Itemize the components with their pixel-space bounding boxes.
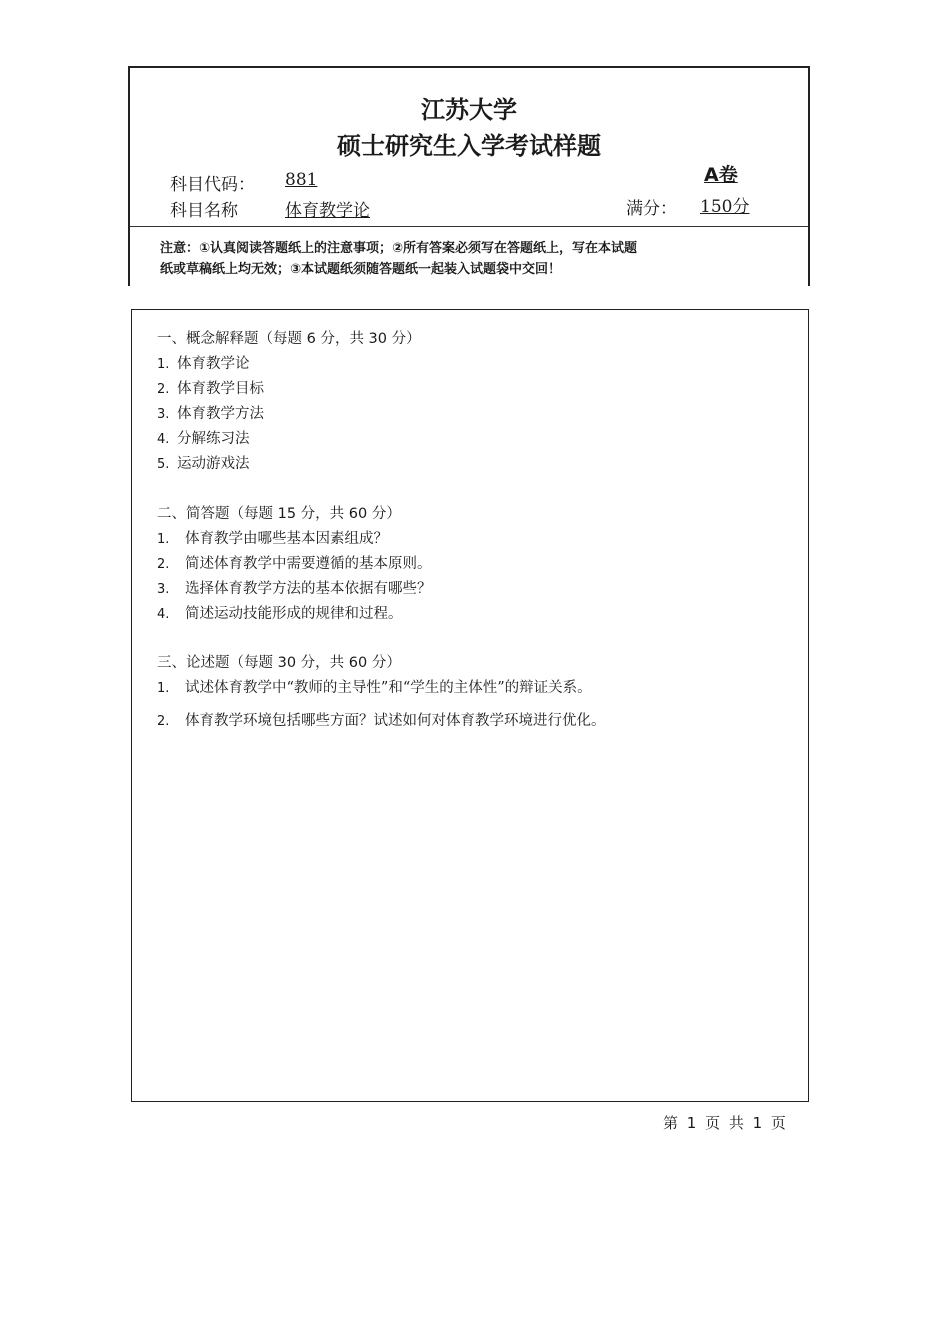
section-essay	[157, 651, 777, 734]
question-text: 运动游戏法	[177, 456, 250, 472]
header-divider	[130, 226, 808, 227]
question-text: 体育教学方法	[177, 406, 264, 422]
question-text: 体育教学环境包括哪些方面？试述如何对体育教学环境进行优化。	[185, 713, 606, 729]
question-text: 体育教学由哪些基本因素组成？	[185, 531, 388, 547]
section-short-answer	[157, 502, 777, 627]
question-number: 2.	[157, 382, 170, 397]
subject-name-label: 科目名称	[170, 201, 238, 221]
question-number: 3.	[157, 582, 170, 597]
question-number: 5.	[157, 457, 170, 472]
question-text: 试述体育教学中“教师的主导性”和“学生的主体性”的辩证关系。	[185, 680, 592, 696]
question-number: 3.	[157, 407, 170, 422]
question-item	[157, 577, 777, 602]
question-area	[131, 309, 809, 1102]
question-item	[157, 676, 777, 701]
question-text: 选择体育教学方法的基本依据有哪些？	[185, 581, 432, 597]
question-item	[157, 452, 777, 477]
question-item	[157, 552, 777, 577]
full-score-value: 150分	[700, 197, 750, 217]
question-number: 2.	[157, 557, 170, 572]
subject-name-value: 体育教学论	[285, 201, 370, 221]
subject-code-value: 881	[285, 170, 318, 190]
question-text: 简述体育教学中需要遵循的基本原则。	[185, 556, 432, 572]
university-name: 江苏大学	[421, 96, 517, 124]
question-text: 分解练习法	[177, 431, 250, 447]
page-indicator: 第 1 页 共 1 页	[663, 1114, 786, 1132]
exam-title: 硕士研究生入学考试样题	[337, 132, 601, 160]
full-score-label: 满分：	[626, 199, 677, 219]
question-number: 1.	[157, 681, 170, 696]
section-title: 一、概念解释题（每题 6 分，共 30 分）	[157, 331, 421, 347]
question-item	[157, 709, 777, 734]
paper-version-label: A卷	[704, 164, 738, 186]
question-item	[157, 527, 777, 552]
question-number: 4.	[157, 432, 170, 447]
question-item	[157, 377, 777, 402]
question-item	[157, 402, 777, 427]
question-number: 1.	[157, 357, 170, 372]
question-number: 4.	[157, 607, 170, 622]
exam-header	[128, 66, 810, 286]
section-concept-explanation	[157, 327, 777, 477]
question-number: 1.	[157, 532, 170, 547]
question-item	[157, 427, 777, 452]
notice-line-1: 注意：①认真阅读答题纸上的注意事项；②所有答案必须写在答题纸上，写在本试题	[160, 241, 638, 256]
question-text: 体育教学论	[177, 356, 250, 372]
question-text: 体育教学目标	[177, 381, 264, 397]
exam-notice	[160, 238, 768, 280]
section-title: 三、论述题（每题 30 分，共 60 分）	[157, 655, 401, 671]
question-item	[157, 602, 777, 627]
section-title: 二、简答题（每题 15 分，共 60 分）	[157, 506, 401, 522]
question-number: 2.	[157, 714, 170, 729]
notice-line-2: 纸或草稿纸上均无效；③本试题纸须随答题纸一起装入试题袋中交回！	[160, 262, 562, 277]
question-item	[157, 352, 777, 377]
subject-code-label: 科目代码：	[170, 175, 255, 195]
question-text: 简述运动技能形成的规律和过程。	[185, 606, 403, 622]
